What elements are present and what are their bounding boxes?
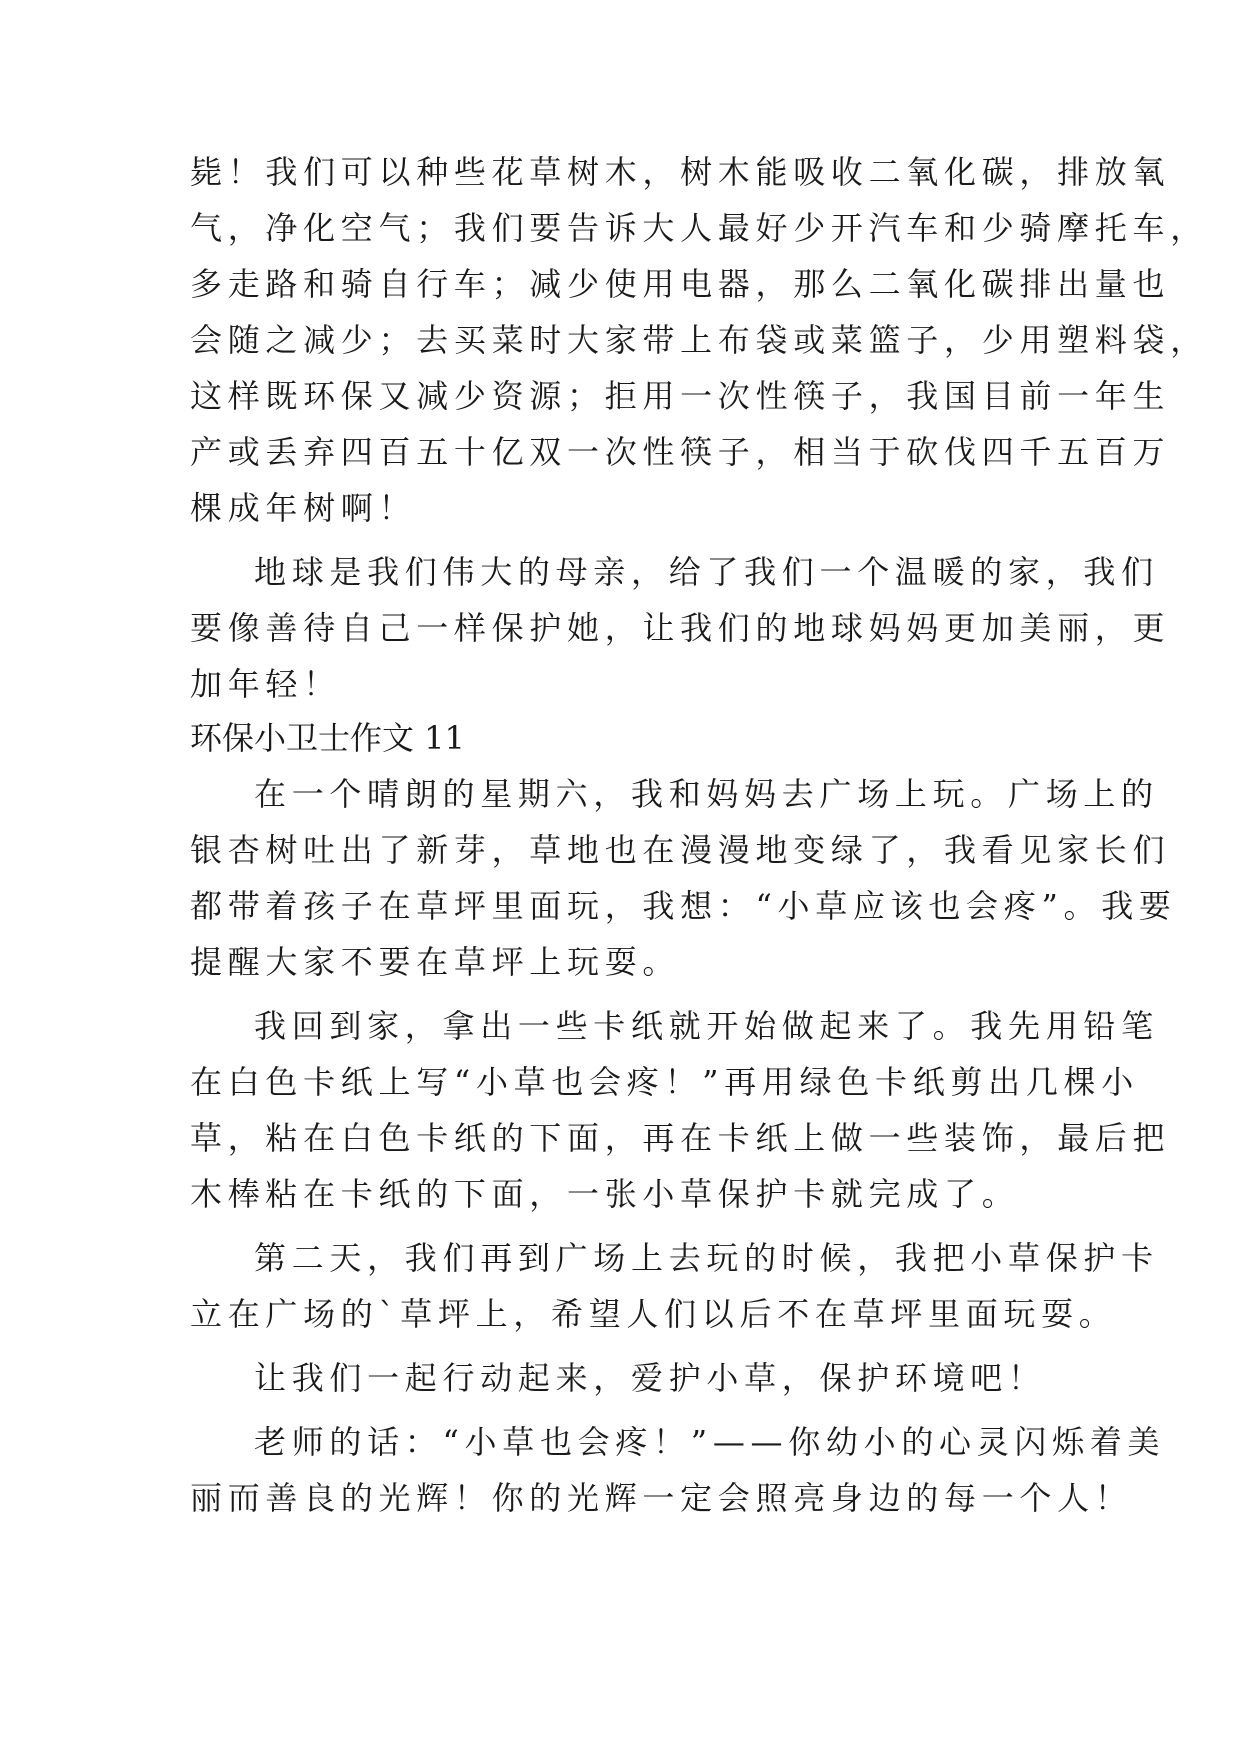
paragraph-first-line: 地球是我们伟大的母亲，给了我们一个温暖的家，我们 bbox=[254, 553, 1159, 591]
text-line: 在白色卡纸上写“小草也会疼！”再用绿色卡纸剪出几棵小 bbox=[190, 1063, 1139, 1101]
text-line: 银杏树吐出了新芽，草地也在漫漫地变绿了，我看见家长们 bbox=[190, 831, 1171, 869]
paragraph-first-line: 让我们一起行动起来，爱护小草，保护环境吧！ bbox=[254, 1359, 1046, 1397]
text-line: 要像善待自己一样保护她，让我们的地球妈妈更加美丽，更 bbox=[190, 609, 1171, 647]
text-line: 草，粘在白色卡纸的下面，再在卡纸上做一些装饰，最后把 bbox=[190, 1119, 1171, 1157]
text-line: 气，净化空气；我们要告诉大人最好少开汽车和少骑摩托车， bbox=[190, 209, 1208, 247]
text-line: 木棒粘在卡纸的下面，一张小草保护卡就完成了。 bbox=[190, 1175, 1020, 1213]
text-line: 立在广场的`草坪上，希望人们以后不在草坪里面玩耍。 bbox=[190, 1295, 1117, 1333]
text-line: 加年轻！ bbox=[190, 665, 341, 703]
paragraph-first-line: 老师的话：“小草也会疼！”——你幼小的心灵闪烁着美 bbox=[254, 1423, 1166, 1461]
paragraph-first-line: 在一个晴朗的星期六，我和妈妈去广场上玩。广场上的 bbox=[254, 775, 1159, 813]
text-line: 棵成年树啊！ bbox=[190, 489, 417, 527]
section-heading: 环保小卫士作文 11 bbox=[190, 719, 465, 757]
text-line: 丽而善良的光辉！你的光辉一定会照亮身边的每一个人！ bbox=[190, 1479, 1133, 1517]
text-line: 毙！我们可以种些花草树木，树木能吸收二氧化碳，排放氧 bbox=[190, 153, 1171, 191]
text-line: 产或丢弃四百五十亿双一次性筷子，相当于砍伐四千五百万 bbox=[190, 433, 1171, 471]
text-line: 提醒大家不要在草坪上玩耍。 bbox=[190, 943, 681, 981]
text-line: 多走路和骑自行车；减少使用电器，那么二氧化碳排出量也 bbox=[190, 265, 1171, 303]
text-line: 都带着孩子在草坪里面玩，我想：“小草应该也会疼”。我要 bbox=[190, 887, 1177, 925]
text-line: 这样既环保又减少资源；拒用一次性筷子，我国目前一年生 bbox=[190, 377, 1171, 415]
text-line: 会随之减少；去买菜时大家带上布袋或菜篮子，少用塑料袋， bbox=[190, 321, 1208, 359]
paragraph-first-line: 第二天，我们再到广场上去玩的时候，我把小草保护卡 bbox=[254, 1239, 1159, 1277]
paragraph-first-line: 我回到家，拿出一些卡纸就开始做起来了。我先用铅笔 bbox=[254, 1007, 1159, 1045]
